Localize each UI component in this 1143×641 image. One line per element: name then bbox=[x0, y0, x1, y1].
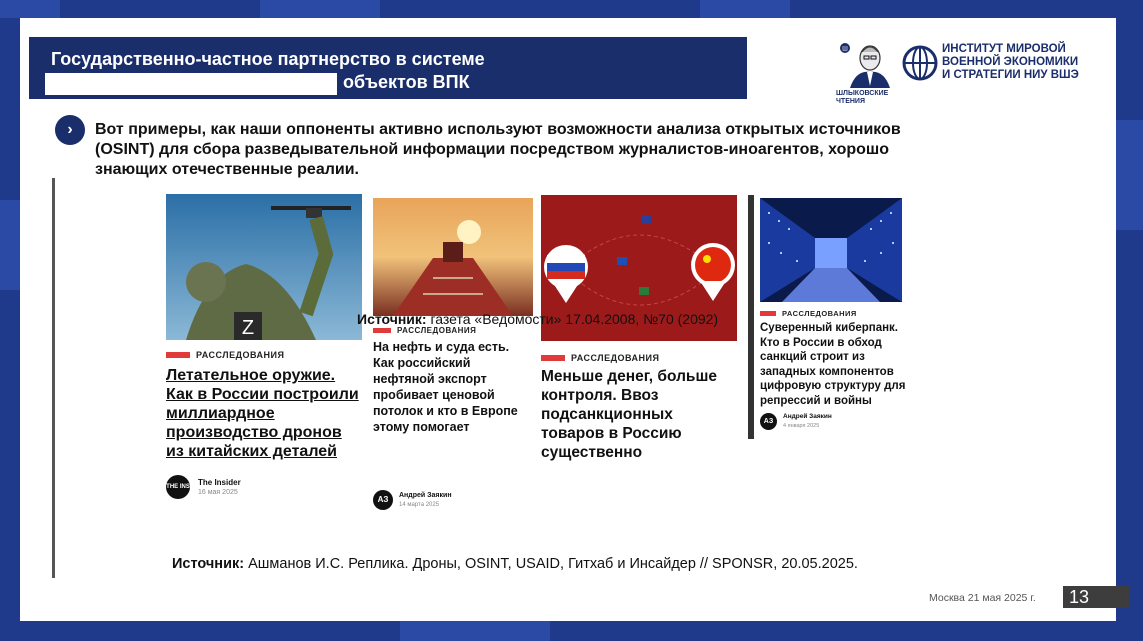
slide bbox=[20, 18, 1116, 621]
institute-line: ИНСТИТУТ МИРОВОЙ bbox=[942, 43, 1066, 55]
card-headline[interactable]: На нефть и суда есть. Как российский нефтяной экспорт пробивает ценовой потолок и кто в Европе этому помогает bbox=[373, 340, 518, 434]
author-date: 4 января 2025 bbox=[783, 423, 820, 429]
card-author bbox=[166, 475, 241, 499]
author-name: Андрей Заякин bbox=[783, 413, 832, 420]
article-card-cyberpunk bbox=[760, 198, 910, 438]
card-tag: РАССЛЕДОВАНИЯ bbox=[760, 309, 857, 318]
author-date: 16 мая 2025 bbox=[198, 488, 238, 496]
author-name: The Insider bbox=[198, 477, 241, 487]
title-redaction bbox=[45, 73, 337, 95]
left-divider bbox=[52, 178, 55, 578]
card-tag: РАССЛЕДОВАНИЯ bbox=[166, 350, 284, 360]
svg-text:Ш: Ш bbox=[842, 46, 848, 53]
card-headline[interactable]: Суверенный киберпанк. Кто в России в обход санкций строит из западных компонентов цифровую структуру для репрессий и войны bbox=[760, 322, 906, 407]
title-bar bbox=[29, 37, 747, 99]
card-headline[interactable]: Меньше денег, больше контроля. Ввоз подсанкционных товаров в Россию существенно bbox=[541, 368, 717, 461]
shlykov-caption: ШЛЫКОВСКИЕ ЧТЕНИЯ bbox=[836, 90, 889, 105]
author-avatar: АЗ bbox=[373, 490, 393, 510]
institute-name bbox=[942, 43, 1079, 82]
source-overlay: Источник: газета «Ведомости» 17.04.2008, №70 (2092) bbox=[357, 311, 719, 327]
footer-date: Москва 21 мая 2025 г. bbox=[929, 592, 1036, 604]
shlykov-readings-logo bbox=[836, 40, 896, 104]
article-card-oil bbox=[373, 198, 533, 508]
drone-soldier-photo bbox=[166, 194, 362, 340]
source-citation: Источник: Ашманов И.С. Реплика. Дроны, OSINT, USAID, Гитхаб и Инсайдер // SPONSR, 20.05.2025. bbox=[172, 556, 858, 572]
card-tag: РАССЛЕДОВАНИЯ bbox=[541, 353, 659, 363]
institute-line: ВОЕННОЙ ЭКОНОМИКИ bbox=[942, 56, 1079, 68]
title-line-1: Государственно-частное партнерство в системе bbox=[51, 49, 485, 69]
svg-text:Z: Z bbox=[241, 317, 255, 339]
author-date: 14 марта 2025 bbox=[399, 501, 440, 508]
tanker-photo bbox=[373, 198, 533, 316]
author-avatar: АЗ bbox=[760, 413, 777, 430]
card-author bbox=[760, 412, 832, 431]
card-headline[interactable]: Летательное оружие. Как в России построили миллиардное производство дронов из китайских деталей bbox=[166, 367, 359, 460]
author-name: Андрей Заякин bbox=[399, 491, 452, 499]
institute-globe-icon bbox=[901, 44, 939, 82]
card-separator bbox=[748, 195, 754, 439]
intro-text: Вот примеры, как наши оппоненты активно используют возможности анализа открытых источников (OSINT) для сбора разведывательной информации посредством журналистов-иноагентов, хорошо знающих отечественные реалии. bbox=[95, 121, 901, 178]
card-tag: РАССЛЕДОВАНИЯ bbox=[373, 326, 476, 335]
author-avatar: THE INS bbox=[166, 475, 190, 499]
card-author bbox=[373, 490, 452, 510]
server-room-photo bbox=[760, 198, 902, 302]
chevron-right-icon: › bbox=[55, 115, 85, 145]
page-number: 13 bbox=[1063, 586, 1129, 608]
title-line-2: объектов ВПК bbox=[343, 72, 470, 92]
institute-line: И СТРАТЕГИИ НИУ ВШЭ bbox=[942, 69, 1079, 81]
article-card-drones bbox=[166, 194, 362, 510]
